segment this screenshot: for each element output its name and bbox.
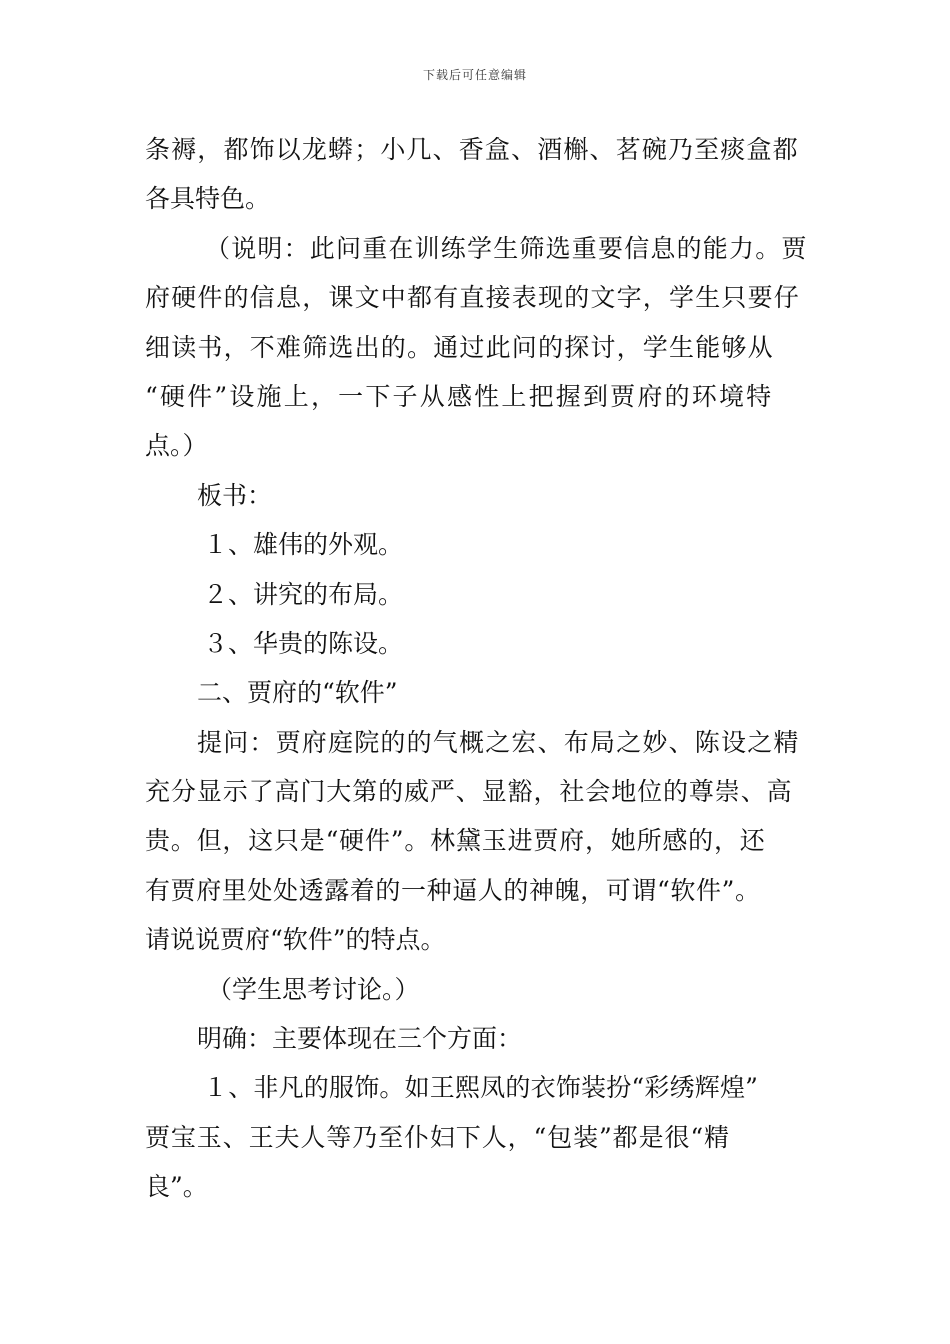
page-header: 下载后可任意编辑 [422,68,527,82]
text-line: 板书： [197,480,273,510]
text-line: 点。） [145,431,208,461]
text-line: 有贾府里处处透露着的一种逼人的神魄，可谓“软件”。 [145,875,761,905]
text-line: ３、华贵的陈设。 [203,628,404,658]
text-line: 请说说贾府“软件”的特点。 [145,925,446,955]
text-line: 府硬件的信息，课文中都有直接表现的文字，学生只要仔 [145,283,801,313]
text-line: （学生思考讨论。） [207,974,420,1004]
text-line: ２、讲究的布局。 [203,579,404,609]
text-line: 细读书，不难筛选出的。通过此问的探讨，学生能够从 [145,332,774,362]
text-line: １、雄伟的外观。 [203,530,404,560]
text-line: 条褥，都饰以龙蟒；小几、香盒、酒槲、茗碗乃至痰盒都 [145,135,799,164]
text-line: 各具特色。 [145,184,271,214]
text-line: 充分显示了高门大第的威严、显豁，社会地位的尊崇、高 [145,777,793,807]
text-line: 提问：贾府庭院的的气概之宏、布局之妙、陈设之精 [197,727,800,757]
text-line: 二、贾府的“软件” [197,678,398,708]
text-line: “硬件”设施上，一下子从感性上把握到贾府的环境特 [145,381,774,411]
text-line: １、非凡的服饰。如王熙凤的衣饰装扮“彩绣辉煌” [203,1073,759,1103]
text-line: 贵。但，这只是“硬件”。林黛玉进贾府，她所感的，还 [145,826,766,856]
text-line: （说明：此问重在训练学生筛选重要信息的能力。贾 [205,233,808,263]
document-body [145,125,810,1212]
text-line: 良”。 [145,1172,208,1202]
text-line: 明确：主要体现在三个方面： [197,1024,523,1054]
text-line: 贾宝玉、王夫人等乃至仆妇下人，“包装”都是很“精 [145,1122,730,1152]
